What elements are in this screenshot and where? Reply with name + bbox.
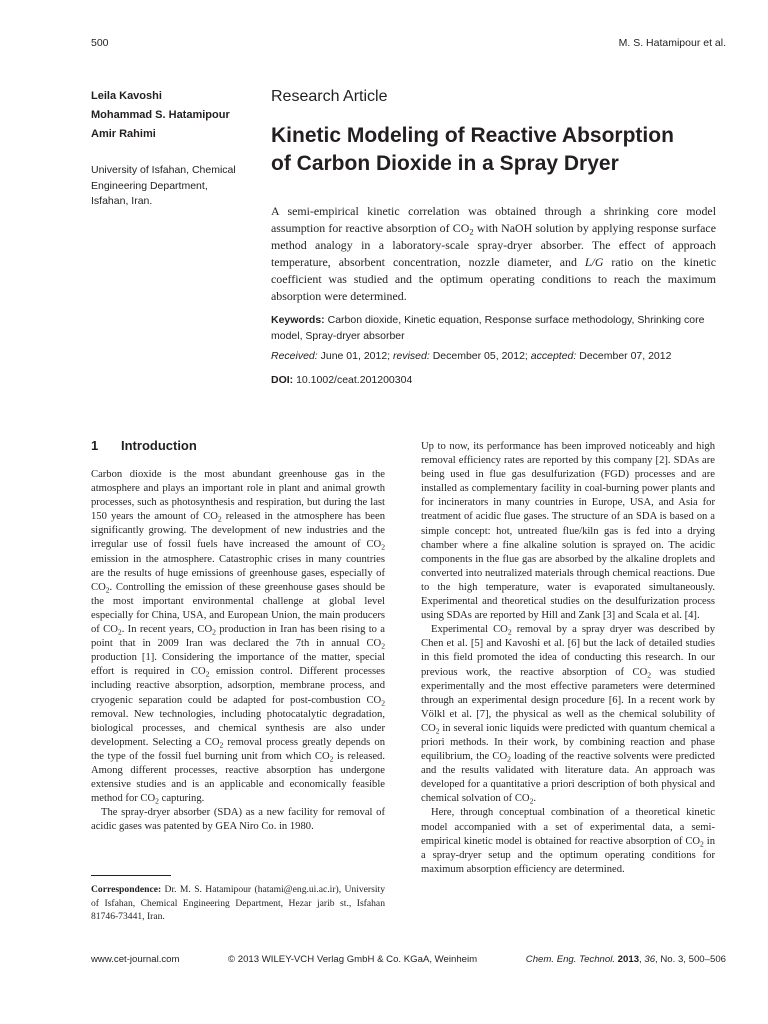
footnote-divider — [91, 875, 171, 876]
correspondence-label: Correspondence: — [91, 884, 162, 895]
running-head: M. S. Hatamipour et al. — [618, 37, 726, 49]
correspondence-note — [91, 883, 385, 924]
affiliation-line: Engineering Department, — [91, 179, 208, 192]
affiliation — [91, 163, 256, 210]
author-name: Leila Kavoshi — [91, 90, 162, 102]
citation-info: Chem. Eng. Technol. 2013, 36, No. 3, 500–506 — [525, 954, 726, 965]
journal-name: Chem. Eng. Technol. — [525, 954, 616, 965]
article-dates — [271, 348, 716, 364]
subscript: 2 — [469, 226, 474, 237]
journal-website-link[interactable]: www.cet-journal.com — [91, 954, 180, 965]
title-line: of Carbon Dioxide in a Spray Dryer — [271, 152, 619, 175]
keywords-text: Carbon dioxide, Kinetic equation, Response surface methodology, Shrinking core model, Spray-dryer absorber — [271, 314, 705, 342]
abstract-text: ratio on the kinetic coefficient was studied and the optimum operating conditions to reach the maximum absorption were determined. — [271, 255, 716, 304]
doi-value[interactable]: 10.1002/ceat.201200304 — [293, 374, 413, 386]
page-number: 500 — [91, 37, 109, 49]
keywords-label: Keywords: — [271, 314, 325, 326]
author-list — [91, 87, 256, 144]
received-date: June 01, 2012; — [317, 350, 394, 362]
correspondence-text: Dr. M. S. Hatamipour (hatami@eng.ui.ac.ir), University of Isfahan, Chemical Engineering Department, Hezar jarib st., Isfahan 81746-73441, Iran. — [91, 884, 385, 922]
body-paragraph: Experimental $CO_2$ removal by a spray dryer was described by Chen et al. [5] and Kavoshi et al. [6] but the lack of detailed studies in this field promoted the idea of conducting this research. In our previous work, the reactive absorption of $CO_2$ was studied experimentally and the most effective parameters were determined through an experimental design procedure [6]. In a recent work by Völkl et al. [7], the physical as well as the chemical solubility of $CO_2$ in several ionic liquids were predicted with quantum chemical a priori methods. In their work, by combining reaction and phase equilibrium, the $CO_2$ loading of the reactive solvents were predicted and the results validated with literature data. An approach was developed for a quantitative a priori description of both physical and chemical solvation of $CO_2$. — [421, 624, 715, 806]
abstract — [271, 203, 716, 306]
section-heading — [91, 438, 197, 453]
abstract-lg-ratio: L/G — [584, 255, 604, 270]
doi-label: DOI: — [271, 374, 294, 386]
body-column-right — [421, 440, 715, 877]
title-line: Kinetic Modeling of Reactive Absorption — [271, 124, 674, 147]
abstract-text: with NaOH solution by applying response surface method analogy in a laboratory-scale spray-dryer absorber. The effect of approach temperature, absorbent concentration, nozzle diameter, and — [271, 221, 716, 270]
affiliation-line: Isfahan, Iran. — [91, 195, 153, 207]
doi — [271, 372, 716, 388]
author-name: Amir Rahimi — [91, 128, 156, 140]
copyright-notice: © 2013 WILEY-VCH Verlag GmbH & Co. KGaA, Weinheim — [228, 954, 478, 965]
body-paragraph: Up to now, its performance has been improved noticeably and high removal efficiency rates are reported by this company [2]. SDAs are being used in flue gas desulfurization (FGD) processes and are installed as complementary facility in coal-burning power plants and for incinerators in many countries in Europe, USA, and Asia for treatment of acidic flue gases. The structure of an SDA is based on a simple concept: hot, untreated flue/kiln gas is fed into a drying chamber where a fine alkaline solution is sprayed on. The acidic components in the flue gas are absorbed by the alkaline droplets and converted into neutralized materials through chemical reactions. Due to the high temperature, water is evaporated simultaneously. Experimental and theoretical studies on the desulfurization process using SDAs are reported by Hill and Zank [3] and Scala et al. [4]. — [421, 441, 715, 622]
body-paragraph: Carbon dioxide is the most abundant greenhouse gas in the atmosphere and plays an important role in plant and animal growth processes, such as photosynthesis and respiration, but during the last 150 years the amount of $CO_2$ released in the atmosphere has been significantly growing. The development of new industries and the irregular use of fossil fuels have increased the amount of $CO_2$ emission in the atmosphere. Catastrophic crises in many countries are the results of huge emissions of greenhouse gases, especially of $CO_2$. Controlling the emission of these greenhouse gases should be the most important environmental challenge at global level especially for China, USA, and European Union, the main producers of $CO_2$. In recent years, $CO_2$ production in Iran has been rising to a point that in 2009 Iran was declared the 7th in annual $CO_2$ production [1]. Considering the importance of the matter, special effort is required in $CO_2$ emission control. Different processes including reactive absorption, adsorption, membrane process, and cryogenic separation could be adapted for post-combustion $CO_2$ removal. New technologies, including photocatalytic degradation, biological processes, and chemical synthesis are also under development. Selecting a $CO_2$ removal process greatly depends on the type of the fossil fuel burning unit from which $CO_2$ is released. Among different processes, reactive absorption has undergone extensive studies and is an applicable and economically feasible method for $CO_2$ capturing. — [91, 469, 385, 806]
author-name: Mohammad S. Hatamipour — [91, 109, 230, 121]
body-column-left — [91, 468, 385, 834]
section-title: Introduction — [121, 438, 197, 453]
citation-year: 2013 — [615, 954, 640, 965]
body-paragraph: Here, through conceptual combination of a theoretical kinetic model accompanied with a set of experimental data, a semi-empirical kinetic model is obtained for reactive absorption of $CO_2$ in a spray-dryer setup and the optimum operating conditions for maximum absorption efficiency are determined. — [421, 807, 715, 875]
article-type: Research Article — [271, 88, 388, 105]
citation-volume: 36 — [644, 954, 656, 965]
section-number: 1 — [91, 438, 99, 453]
revised-label: revised: — [393, 350, 430, 362]
affiliation-line: University of Isfahan, Chemical — [91, 164, 236, 176]
abstract-text: A semi-empirical kinetic correlation was obtained through a shrinking core model assumption for reactive absorption of CO — [271, 204, 716, 236]
body-paragraph: The spray-dryer absorber (SDA) as a new facility for removal of acidic gases was patented by GEA Niro Co. in 1980. — [91, 807, 385, 833]
accepted-date: December 07, 2012 — [576, 350, 672, 362]
keywords — [271, 312, 716, 344]
article-title — [271, 122, 711, 178]
accepted-label: accepted: — [530, 350, 577, 362]
citation-issue-pages: , No. 3, 500–506 — [655, 954, 726, 965]
revised-date: December 05, 2012; — [429, 350, 531, 362]
received-label: Received: — [271, 350, 318, 362]
